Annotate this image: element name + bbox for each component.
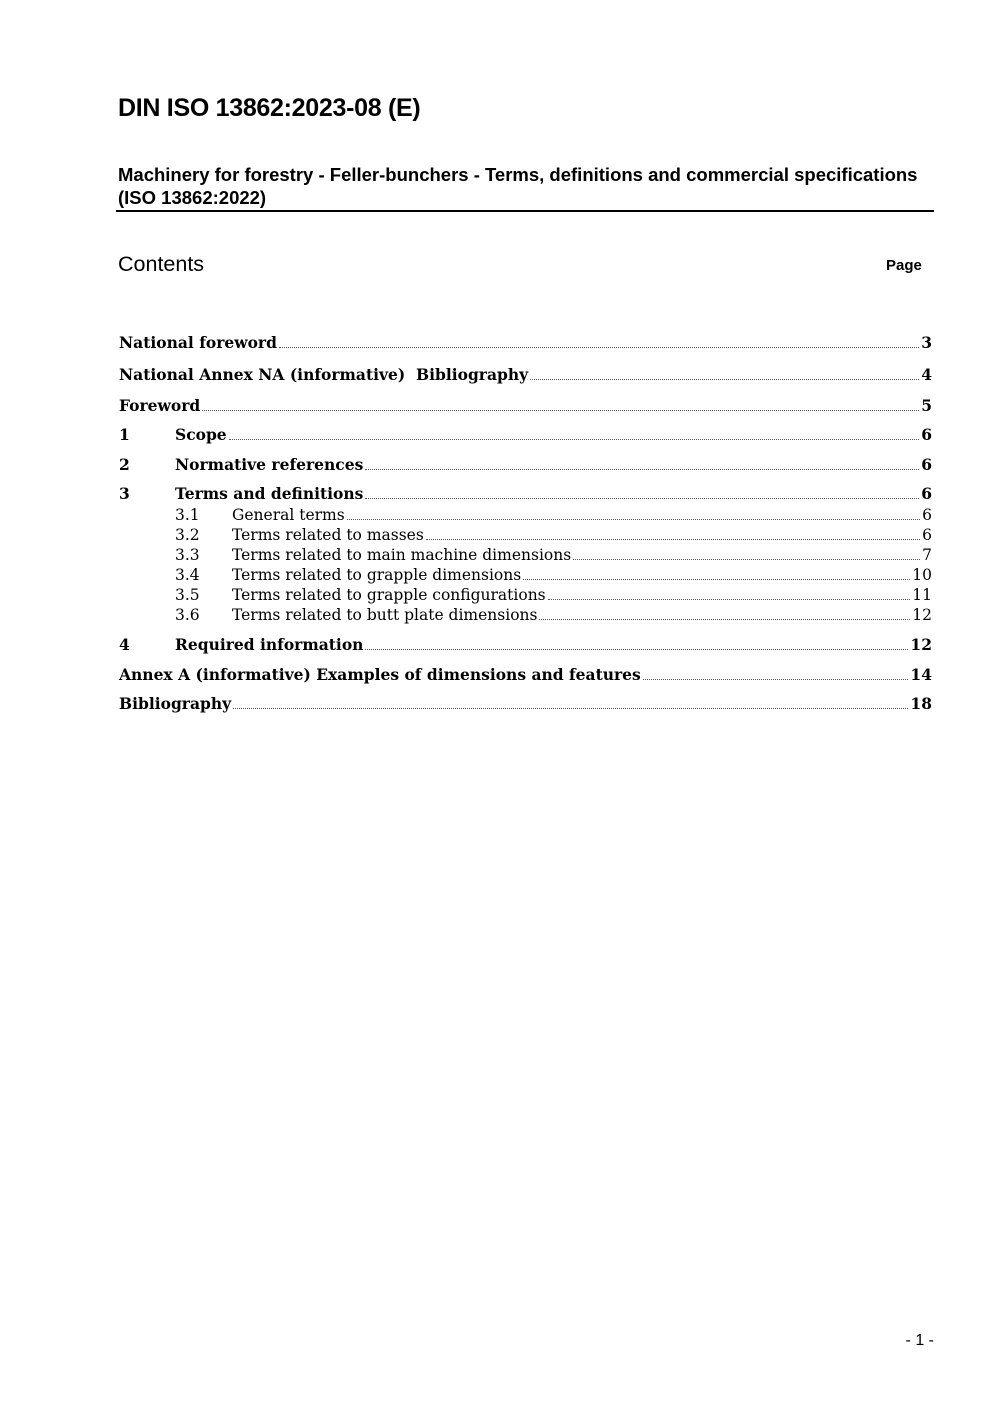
toc-entry-number: 2 — [119, 455, 130, 474]
toc-entry-bibliography[interactable] — [119, 694, 932, 714]
toc-entry-number: 3.1 — [175, 506, 200, 524]
toc-entry-page: 11 — [912, 586, 932, 604]
page-number: - 1 - — [905, 1332, 934, 1349]
toc-entry-text: Annex A (informative) Examples of dimensions and features — [119, 665, 641, 684]
toc-leader — [523, 578, 910, 580]
toc-entry-text: General terms — [232, 506, 345, 524]
toc-leader — [229, 438, 920, 440]
toc-entry-text: Terms related to grapple configurations — [232, 586, 546, 604]
toc-leader — [347, 518, 920, 520]
toc-leader — [365, 497, 919, 499]
toc-entry-page: 10 — [912, 566, 932, 584]
toc-leader — [573, 558, 920, 560]
toc-entry-text: Terms related to masses — [232, 526, 424, 544]
toc-entry-text: Normative references — [175, 455, 364, 474]
toc-entry-page: 6 — [921, 455, 932, 474]
page-column-label: Page — [886, 257, 922, 274]
title-divider — [116, 210, 934, 212]
toc-entry-page: 14 — [910, 665, 932, 684]
toc-entry-text: Required information — [175, 635, 364, 654]
toc-entry-page: 12 — [912, 606, 932, 624]
toc-entry-number: 3.5 — [175, 586, 200, 604]
document-id: DIN ISO 13862:2023-08 (E) — [118, 94, 421, 122]
toc-entry-number: 4 — [119, 635, 130, 654]
toc-entry-normative-references[interactable] — [119, 455, 932, 475]
toc-leader — [202, 409, 919, 411]
toc-entry-text: Terms and definitions — [175, 484, 364, 503]
toc-entry-national-foreword[interactable] — [119, 333, 932, 353]
toc-entry-page: 6 — [921, 484, 932, 503]
toc-entry-number: 3.3 — [175, 546, 200, 564]
toc-leader — [365, 468, 919, 470]
toc-entry-page: 6 — [922, 526, 932, 544]
toc-entry-number: 3 — [119, 484, 130, 503]
toc-entry-foreword[interactable] — [119, 396, 932, 416]
toc-entry-number: 3.6 — [175, 606, 200, 624]
toc-entry-3-1[interactable] — [175, 505, 932, 525]
document-title: Machinery for forestry - Feller-bunchers - Terms, definitions and commercial specifications (ISO 13862:2022) — [118, 164, 918, 208]
toc-entry-annex-a[interactable] — [119, 665, 932, 685]
toc-entry-text: Terms related to grapple dimensions — [232, 566, 522, 584]
toc-entry-3-5[interactable] — [175, 585, 932, 605]
toc-entry-text: Foreword — [119, 396, 201, 415]
toc-leader — [279, 346, 919, 348]
toc-entry-page: 12 — [910, 635, 932, 654]
toc-entry-page: 6 — [921, 425, 932, 444]
toc-entry-page: 3 — [921, 333, 932, 352]
toc-entry-scope[interactable] — [119, 425, 932, 445]
toc-entry-number: 3.2 — [175, 526, 200, 544]
toc-entry-required-information[interactable] — [119, 635, 932, 655]
toc-entry-national-annex[interactable] — [119, 365, 932, 385]
toc-leader — [233, 707, 908, 709]
toc-entry-number: 1 — [119, 425, 130, 444]
toc-leader — [426, 538, 920, 540]
toc-entry-text: Terms related to butt plate dimensions — [232, 606, 538, 624]
toc-entry-text: Bibliography — [119, 694, 232, 713]
toc-entry-text: National Annex NA (informative) Bibliography — [119, 365, 529, 384]
toc-entry-text: Terms related to main machine dimensions — [232, 546, 572, 564]
toc-entry-terms-definitions[interactable] — [119, 484, 932, 504]
toc-entry-3-2[interactable] — [175, 525, 932, 545]
toc-entry-3-3[interactable] — [175, 545, 932, 565]
toc-entry-text: Scope — [175, 425, 227, 444]
toc-entry-number: 3.4 — [175, 566, 200, 584]
toc-leader — [643, 678, 909, 680]
contents-heading: Contents — [118, 252, 205, 276]
toc-leader — [548, 598, 911, 600]
toc-entry-page: 5 — [921, 396, 932, 415]
toc-entry-page: 18 — [910, 694, 932, 713]
toc-entry-page: 6 — [922, 506, 932, 524]
toc-leader — [365, 648, 908, 650]
toc-leader — [530, 378, 919, 380]
toc-entry-text: National foreword — [119, 333, 277, 352]
toc-leader — [539, 618, 910, 620]
toc-entry-page: 7 — [922, 546, 932, 564]
toc-entry-3-4[interactable] — [175, 565, 932, 585]
toc-entry-page: 4 — [921, 365, 932, 384]
toc-entry-3-6[interactable] — [175, 605, 932, 625]
